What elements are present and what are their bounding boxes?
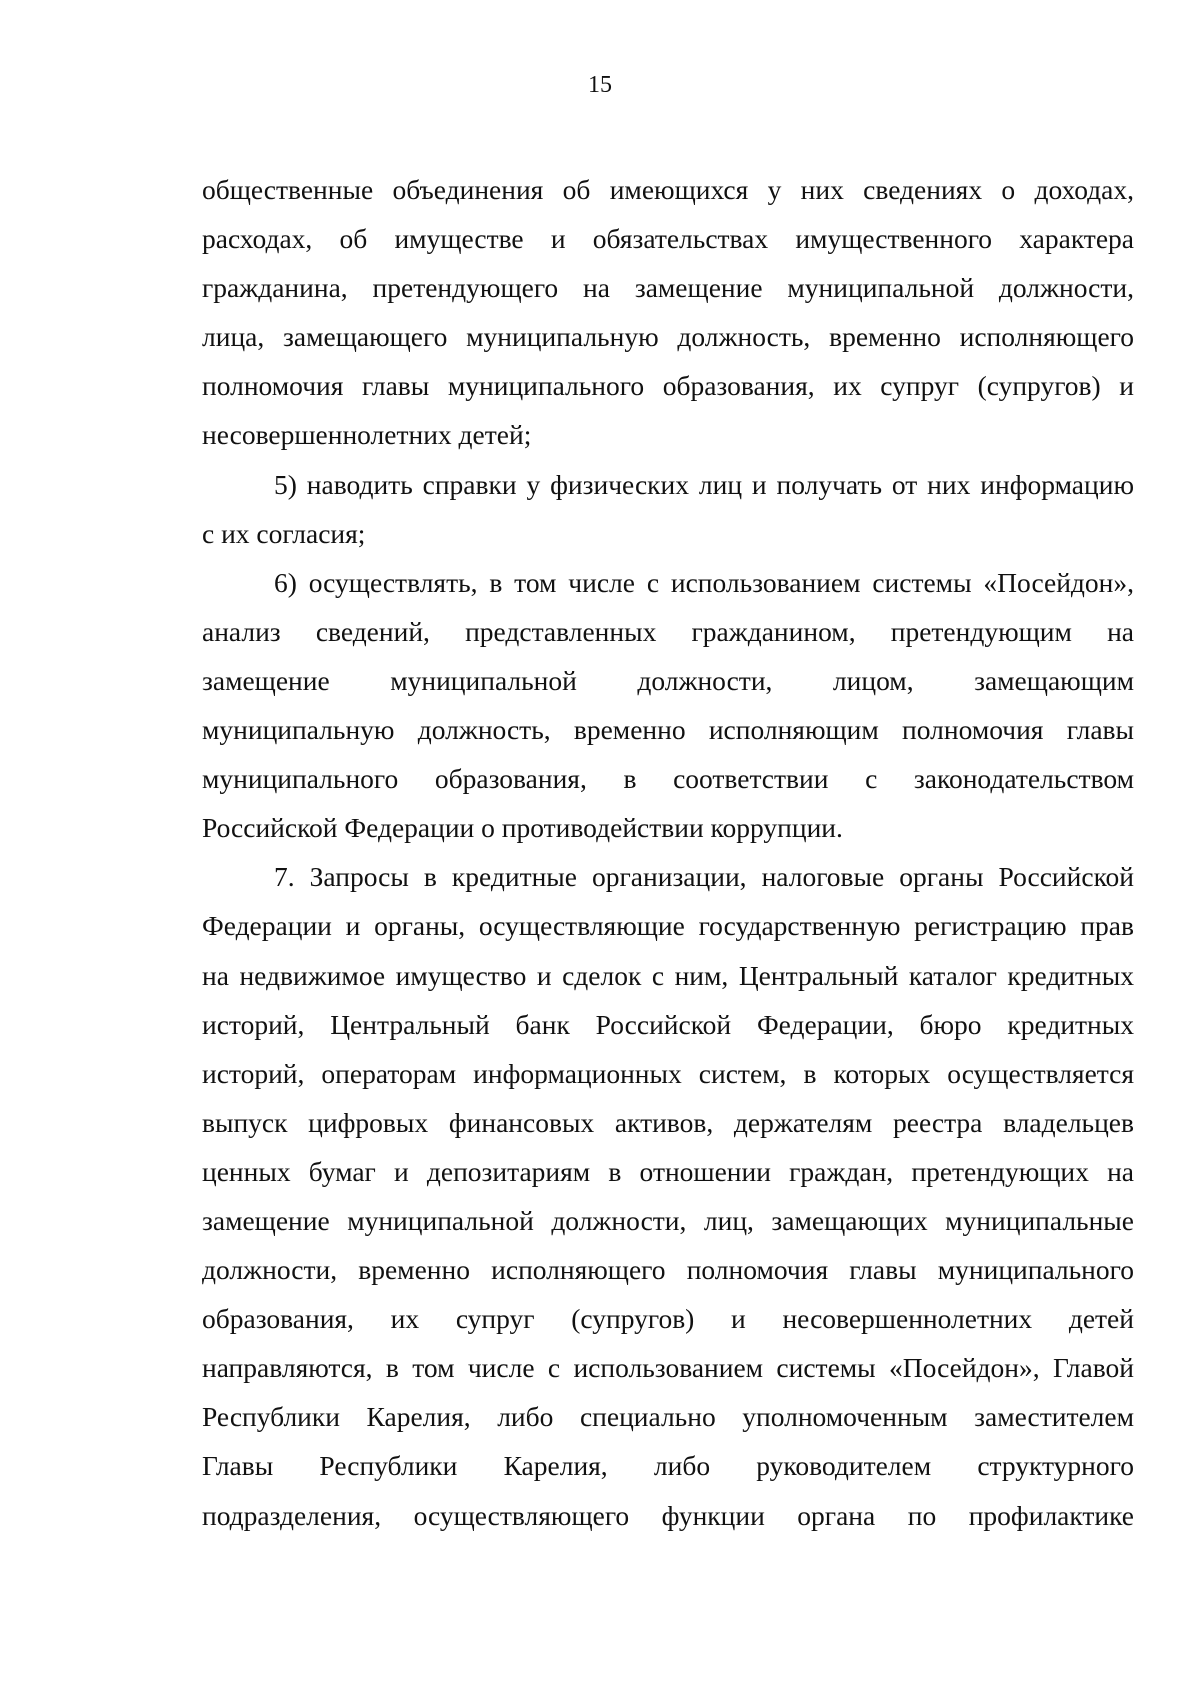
paragraph-continuation — [202, 165, 1134, 460]
text-line: полномочия главы муниципального образования, их супруг (супругов) и — [202, 370, 1134, 402]
text-line: муниципального образования, в соответствии с законодательством — [202, 763, 1134, 795]
document-body — [202, 165, 1134, 1540]
text-line: несовершеннолетних детей; — [202, 419, 532, 451]
text-line: 7. Запросы в кредитные организации, налоговые органы Российской — [274, 861, 1134, 893]
text-line: муниципальную должность, временно исполняющим полномочия главы — [202, 714, 1134, 746]
text-line: подразделения, осуществляющего функции органа по профилактике — [202, 1499, 1134, 1531]
text-line: 6) осуществлять, в том числе с использованием системы «Посейдон», — [274, 566, 1134, 598]
text-line: Федерации и органы, осуществляющие государственную регистрацию прав — [202, 910, 1134, 942]
text-line: замещение муниципальной должности, лицом, замещающим — [202, 664, 1134, 696]
text-line: Главы Республики Карелия, либо руководителем структурного — [202, 1450, 1134, 1482]
text-line: с их согласия; — [202, 517, 366, 549]
text-line: выпуск цифровых финансовых активов, держателям реестра владельцев — [202, 1106, 1134, 1138]
text-line: должности, временно исполняющего полномочия главы муниципального — [202, 1254, 1134, 1286]
text-line: Российской Федерации о противодействии коррупции. — [202, 812, 843, 844]
text-line: историй, операторам информационных систем, в которых осуществляется — [202, 1057, 1134, 1089]
text-line: общественные объединения об имеющихся у них сведениях о доходах, — [202, 174, 1134, 205]
page-number: 15 — [588, 72, 612, 98]
text-line: Республики Карелия, либо специально уполномоченным заместителем — [202, 1401, 1134, 1433]
text-line: анализ сведений, представленных гражданином, претендующим на — [202, 615, 1134, 647]
text-line: расходах, об имуществе и обязательствах имущественного характера — [202, 223, 1134, 255]
text-line: направляются, в том числе с использованием системы «Посейдон», Главой — [202, 1352, 1134, 1384]
text-line: ценных бумаг и депозитариям в отношении граждан, претендующих на — [202, 1155, 1134, 1187]
paragraph-section-7 — [202, 852, 1134, 1539]
text-line: гражданина, претендующего на замещение муниципальной должности, — [202, 272, 1134, 304]
text-line: на недвижимое имущество и сделок с ним, Центральный каталог кредитных — [202, 959, 1134, 991]
paragraph-item-6 — [202, 558, 1134, 853]
text-line: образования, их супруг (супругов) и несовершеннолетних детей — [202, 1303, 1134, 1335]
paragraph-item-5 — [202, 460, 1134, 558]
text-line: историй, Центральный банк Российской Федерации, бюро кредитных — [202, 1008, 1134, 1040]
text-line: 5) наводить справки у физических лиц и получать от них информацию — [274, 468, 1134, 500]
text-line: лица, замещающего муниципальную должность, временно исполняющего — [202, 321, 1134, 353]
text-line: замещение муниципальной должности, лиц, замещающих муниципальные — [202, 1204, 1134, 1236]
